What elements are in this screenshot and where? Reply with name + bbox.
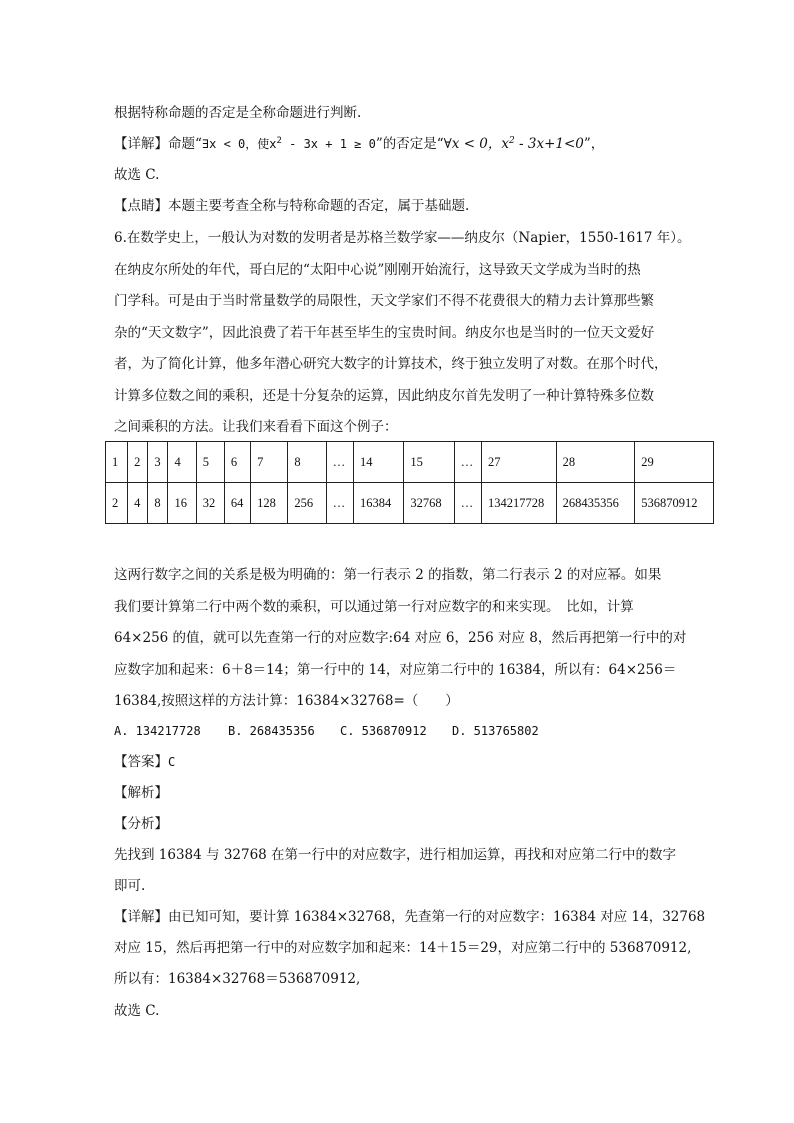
choose-5-line: 故选 C. xyxy=(114,167,160,183)
option-b: B. 268435356 xyxy=(228,724,315,738)
detail-text: 命题“ xyxy=(168,136,202,152)
power-row xyxy=(106,483,714,524)
detail-6-line: 所以有：16384×32768＝536870912, xyxy=(114,971,361,987)
question-6-line: 计算多位数之间的乘积，还是十分复杂的运算，因此纳皮尔首先发明了一种计算特殊多位数 xyxy=(114,388,654,404)
table-cell: 7 xyxy=(251,442,288,483)
table-cell: … xyxy=(454,442,481,483)
table-cell: 8 xyxy=(288,442,326,483)
option-a: A. 134217728 xyxy=(114,724,201,738)
detail-5-line: 【详解】命题“∃x < 0，使$x^2 - 3x + 1 \ge 0$”的否定是“∀x < 0，$x^2 - 3x+1<0$”， xyxy=(114,136,605,152)
exponent-row xyxy=(106,442,714,483)
table-cell: 134217728 xyxy=(481,483,556,524)
answer-line xyxy=(114,752,175,772)
analysis-heading: 【解析】 xyxy=(114,785,168,801)
table-cell: … xyxy=(326,442,353,483)
detail-tag: 【详解】 xyxy=(114,909,168,925)
table-cell: 32768 xyxy=(404,483,454,524)
question-6-line: 门学科。可是由于当时常量数学的局限性，天文学家们不得不花费很大的精力去计算那些繁 xyxy=(114,293,654,309)
question-6-line: 6.在数学史上，一般认为对数的发明者是苏格兰数学家——纳皮尔（Napier，1550-1617 年）。 xyxy=(114,230,691,246)
comment-5-line xyxy=(114,196,469,216)
table-cell: 16384 xyxy=(353,483,403,524)
detail-6-line: 对应 15，然后再把第一行中的对应数字加和起来：14＋15＝29，对应第二行中的 536870912, xyxy=(114,940,692,956)
table-cell: 5 xyxy=(196,442,224,483)
explanation-line: 16384,按照这样的方法计算：16384×32768=（ ） xyxy=(114,693,459,709)
detail-6-line xyxy=(114,907,705,927)
table-cell: 64 xyxy=(224,483,250,524)
option-d: D. 513765802 xyxy=(452,724,539,738)
table-cell: 8 xyxy=(148,483,168,524)
explanation-line: 应数字加和起来：6＋8＝14；第一行中的 14，对应第二行中的 16384，所以有：64×256＝ xyxy=(114,662,677,678)
answer-options xyxy=(114,721,539,741)
table-cell: 29 xyxy=(635,442,714,483)
table-cell: 27 xyxy=(481,442,556,483)
table-cell: 128 xyxy=(251,483,288,524)
table-cell: 3 xyxy=(148,442,168,483)
table-cell: 1 xyxy=(106,442,128,483)
question-6-line: 杂的“天文数字”，因此浪费了若干年甚至毕生的宝贵时间。纳皮尔也是当时的一位天文爱好 xyxy=(114,325,655,341)
table-cell: 268435356 xyxy=(556,483,635,524)
table-cell: 4 xyxy=(128,483,148,524)
question-6-line: 之间乘积的方法。让我们来看看下面这个例子： xyxy=(114,419,398,435)
analyze-heading: 【分析】 xyxy=(114,816,168,832)
table-cell: 2 xyxy=(128,442,148,483)
table-cell: 2 xyxy=(106,483,128,524)
question-6-line: 在纳皮尔所处的年代，哥白尼的“太阳中心说”刚刚开始流行，这导致天文学成为当时的热 xyxy=(114,262,641,278)
table-cell: 28 xyxy=(556,442,635,483)
analyze-line: 即可. xyxy=(114,878,146,894)
table-cell: 6 xyxy=(224,442,250,483)
negation-formula: ∀x < 0，$x^2 - 3x+1<0$ xyxy=(443,136,584,152)
answer-value: C xyxy=(168,755,176,769)
explanation-line: 这两行数字之间的关系是极为明确的：第一行表示 2 的指数，第二行表示 2 的对应幂。如果 xyxy=(114,567,662,583)
table-cell: 4 xyxy=(168,442,196,483)
answer-tag: 【答案】 xyxy=(114,754,168,770)
analyze-line: 先找到 16384 与 32768 在第一行中的对应数字，进行相加运算，再找和对应第二行中的数字 xyxy=(114,847,677,863)
explanation-line: 64×256 的值，就可以先查第一行的对应数字:64 对应 6，256 对应 8，然后再把第一行中的对 xyxy=(114,630,687,646)
table-cell: 14 xyxy=(353,442,403,483)
detail-tag: 【详解】 xyxy=(114,136,168,152)
table-cell: … xyxy=(326,483,353,524)
table-cell: 15 xyxy=(404,442,454,483)
table-cell: 536870912 xyxy=(635,483,714,524)
option-c: C. 536870912 xyxy=(340,724,427,738)
table-cell: 256 xyxy=(288,483,326,524)
table-cell: 32 xyxy=(196,483,224,524)
table-cell: 16 xyxy=(168,483,196,524)
comment-text: 本题主要考查全称与特称命题的否定，属于基础题. xyxy=(168,198,470,214)
intro-line: 根据特称命题的否定是全称命题进行判断. xyxy=(114,105,362,121)
question-6-line: 者，为了简化计算，他多年潜心研究大数字的计算技术，终于独立发明了对数。在那个时代， xyxy=(114,356,668,372)
table-cell: … xyxy=(454,483,481,524)
explanation-line: 我们要计算第二行中两个数的乘积，可以通过第一行对应数字的和来实现。 比如，计算 xyxy=(114,599,634,615)
choose-6-line: 故选 C. xyxy=(114,1003,160,1019)
power-table xyxy=(105,441,714,524)
detail-text: 由已知可知，要计算 16384×32768，先查第一行的对应数字：16384 对应 14，32768 xyxy=(168,909,706,925)
proposition-formula: ∃x < 0，使$x^2 - 3x + 1 \ge 0$ xyxy=(201,136,376,151)
comment-tag: 【点睛】 xyxy=(114,198,168,214)
